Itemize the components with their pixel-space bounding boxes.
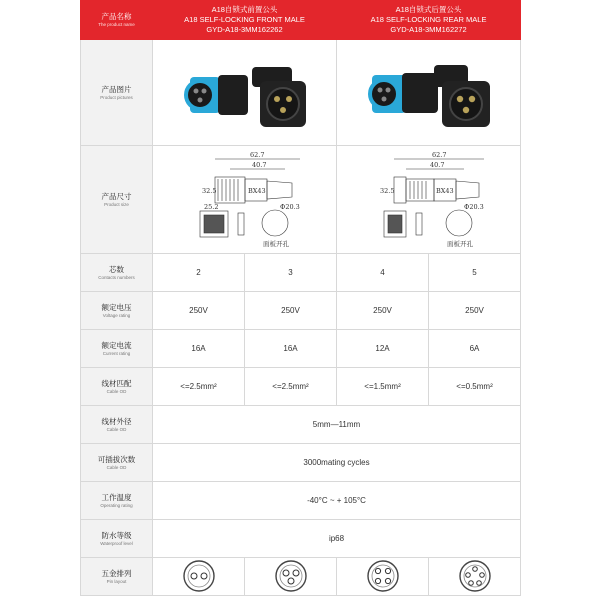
table-cell: 3000mating cycles (153, 444, 521, 482)
spec-table (80, 0, 521, 596)
table-cell: 12A (337, 330, 429, 368)
table-cell: 4 (337, 254, 429, 292)
table-cell: 2 (153, 254, 245, 292)
pin-layout-2 (153, 558, 245, 596)
rear-dimension-drawing (337, 146, 521, 254)
row-cable-od (81, 406, 521, 444)
svg-text:BX43: BX43 (435, 186, 454, 195)
svg-text:62.7: 62.7 (431, 150, 446, 159)
header-row (81, 1, 521, 40)
header-front-product: A18自锁式前置公头 A18 SELF-LOCKING FRONT MALE GYD-A18-3MM162262 (153, 1, 337, 40)
row-voltage (81, 292, 521, 330)
table-cell: 250V (245, 292, 337, 330)
rear-product-photo (337, 40, 521, 146)
table-cell: 16A (153, 330, 245, 368)
table-cell: 5 (429, 254, 521, 292)
row-label: 可插拔次数 Cable OD (81, 444, 153, 482)
row-label: 产品图片 Product pictures (81, 40, 153, 146)
pin-layout-icon (458, 559, 492, 593)
pin-layout-icon (182, 559, 216, 593)
dimension-drawing-icon (344, 149, 514, 249)
spec-sheet (80, 0, 520, 600)
row-mating (81, 444, 521, 482)
table-cell: <=2.5mm² (245, 368, 337, 406)
row-current (81, 330, 521, 368)
row-label: 线材匹配 Cable OD (81, 368, 153, 406)
pin-layout-icon (274, 559, 308, 593)
table-cell: <=0.5mm² (429, 368, 521, 406)
svg-text:62.7: 62.7 (249, 150, 264, 159)
row-waterproof (81, 520, 521, 558)
svg-text:32.5: 32.5 (379, 186, 394, 195)
connector-photo-rear-icon (354, 47, 504, 137)
row-label: 芯数 Contacts numbers (81, 254, 153, 292)
table-cell: <=2.5mm² (153, 368, 245, 406)
table-cell: 250V (429, 292, 521, 330)
row-label: 线材外径 Cable OD (81, 406, 153, 444)
svg-text:Φ20.3: Φ20.3 (279, 202, 300, 211)
table-cell: 5mm—11mm (153, 406, 521, 444)
table-cell: 3 (245, 254, 337, 292)
connector-photo-front-icon (170, 47, 320, 137)
pin-layout-icon (366, 559, 400, 593)
svg-text:面板开孔: 面板开孔 (262, 239, 289, 248)
front-dimension-drawing (153, 146, 337, 254)
table-cell: <=1.5mm² (337, 368, 429, 406)
svg-text:BX43: BX43 (247, 186, 266, 195)
table-cell: 16A (245, 330, 337, 368)
dimension-drawing-icon (160, 149, 330, 249)
row-pin-layout (81, 558, 521, 596)
svg-text:40.7: 40.7 (251, 160, 266, 169)
row-contacts (81, 254, 521, 292)
row-size (81, 146, 521, 254)
pin-layout-5 (429, 558, 521, 596)
header-rear-product: A18自锁式后置公头 A18 SELF-LOCKING REAR MALE GYD-A18-3MM162272 (337, 1, 521, 40)
row-temperature (81, 482, 521, 520)
svg-text:面板开孔: 面板开孔 (446, 239, 473, 248)
row-label: 额定电流 Current rating (81, 330, 153, 368)
row-label: 产品尺寸 Product size (81, 146, 153, 254)
pin-layout-4 (337, 558, 429, 596)
front-product-photo (153, 40, 337, 146)
row-label: 工作温度 Operating rating (81, 482, 153, 520)
header-label: 产品名称 The product name (81, 1, 153, 40)
pin-layout-3 (245, 558, 337, 596)
table-cell: -40°C ~ + 105°C (153, 482, 521, 520)
table-cell: 250V (153, 292, 245, 330)
row-cable (81, 368, 521, 406)
svg-text:40.7: 40.7 (429, 160, 444, 169)
row-label: 五金排列 Pin layout (81, 558, 153, 596)
row-pictures (81, 40, 521, 146)
table-cell: ip68 (153, 520, 521, 558)
row-label: 防水等级 Waterproof level (81, 520, 153, 558)
table-cell: 6A (429, 330, 521, 368)
table-cell: 250V (337, 292, 429, 330)
row-label: 额定电压 Voltage rating (81, 292, 153, 330)
svg-text:32.5: 32.5 (201, 186, 216, 195)
svg-text:25.2: 25.2 (203, 202, 218, 211)
svg-text:Φ20.3: Φ20.3 (463, 202, 484, 211)
